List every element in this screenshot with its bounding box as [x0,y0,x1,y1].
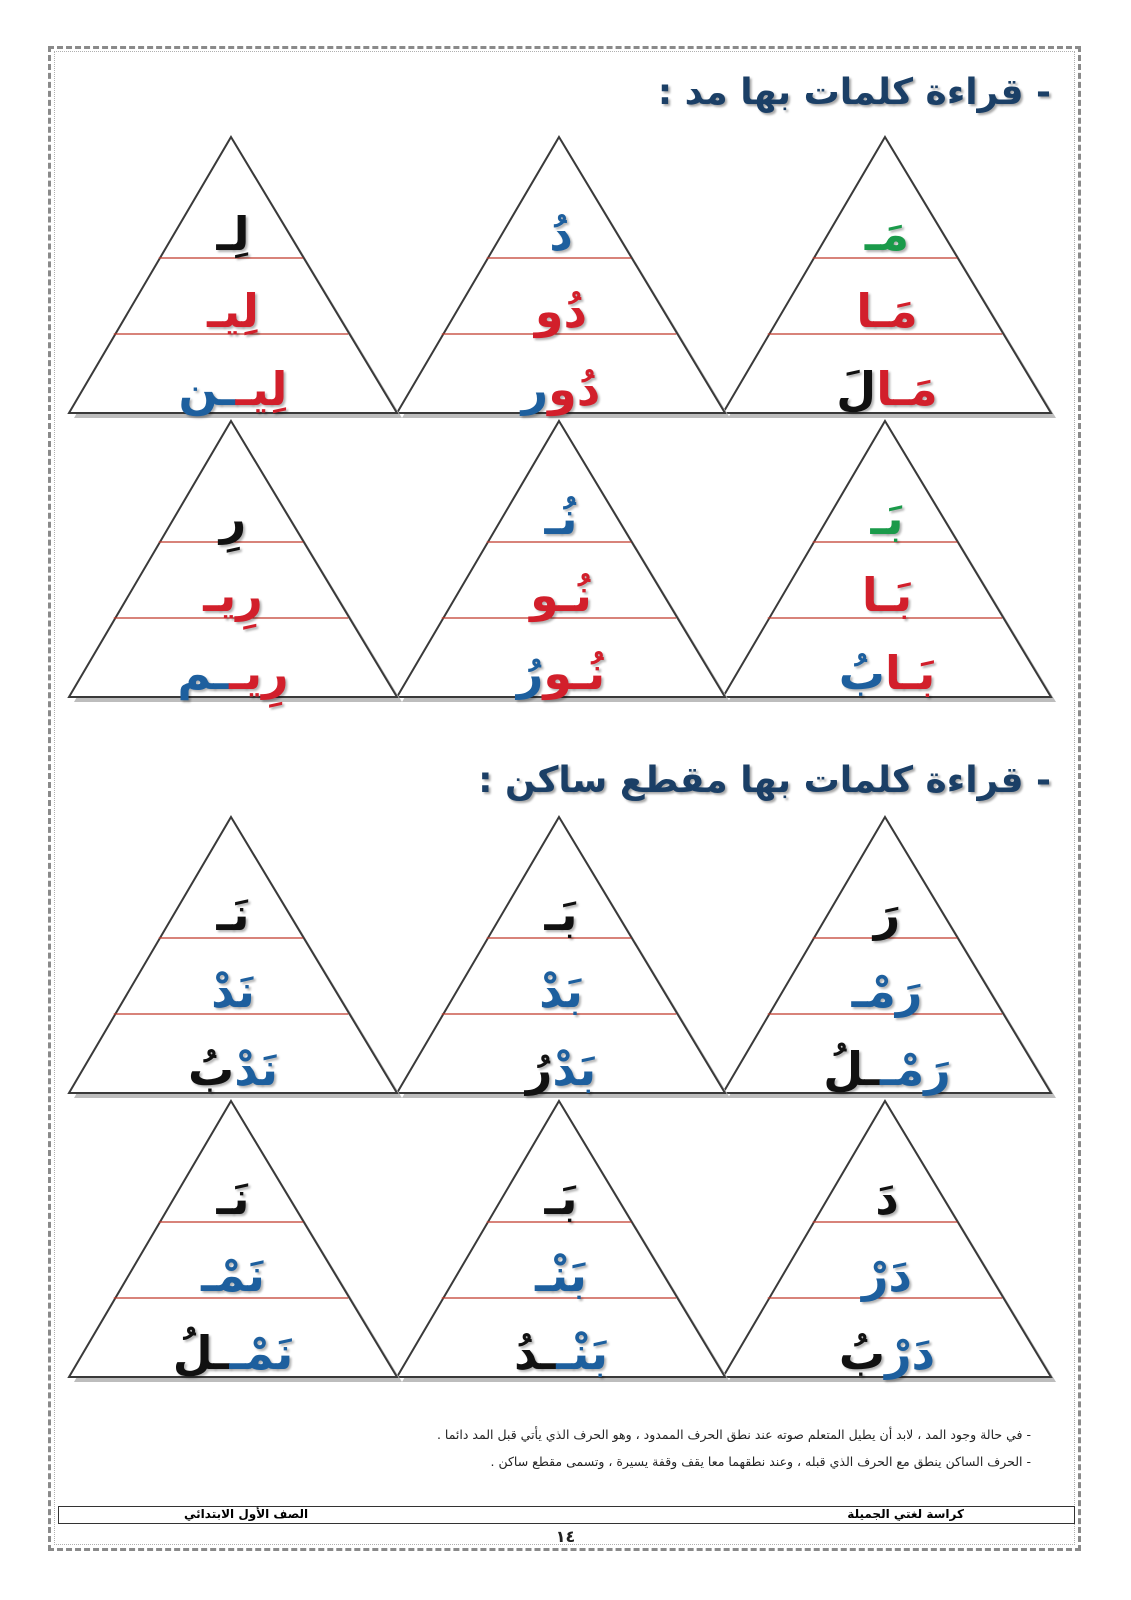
pyramid-row-2 [396,1245,726,1305]
letter-segment: دُ [549,207,573,261]
pyramid-row-2 [722,1245,1052,1305]
pyramid-row-3 [722,643,1052,703]
pyramid-row-3 [68,359,398,419]
pyramid-row-3 [68,1039,398,1099]
letter-segment: مَـا [876,362,938,416]
pyramid [722,1100,1052,1390]
letter-segment: بَنْـ [556,1326,609,1380]
letter-segment: لَ [836,362,877,416]
letter-segment: مَـ [864,207,910,261]
letter-segment: نَـ [216,1171,250,1225]
pyramid-row-1 [722,884,1052,944]
pyramid-row-1 [722,204,1052,264]
pyramid-row-1 [396,884,726,944]
pyramid-row-2 [396,281,726,341]
pyramid-row-3 [396,643,726,703]
letter-segment: بَـ [544,887,578,941]
letter-segment: رُ [516,646,544,700]
pyramid [722,136,1052,426]
letter-segment: نَدْ [234,1042,279,1096]
pyramid-row-2 [68,961,398,1021]
letter-segment: رِيـ [229,646,289,700]
page-number: ١٤ [555,1527,576,1546]
pyramid [722,816,1052,1106]
pyramid [396,420,726,710]
pyramid-row-3 [722,1323,1052,1383]
section-heading-mad: - قراءة كلمات بها مد : [657,72,1051,113]
pyramid-row-2 [68,1245,398,1305]
footer-grade: الصف الأول الابتدائي [184,1507,309,1521]
letter-segment: بَـا [861,568,913,622]
pyramid-row-3 [68,1323,398,1383]
letter-segment: نُـ [544,491,578,545]
pyramid-row-3 [722,359,1052,419]
pyramid [722,420,1052,710]
letter-segment: بَدْ [552,1042,597,1096]
footer-book-title: كراسة لغتي الجميلة [847,1507,964,1521]
letter-segment: بُ [187,1042,235,1096]
letter-segment: مَـا [856,284,918,338]
letter-segment: نَـ [216,887,250,941]
letter-segment: ـلُ [823,1042,881,1096]
letter-segment: رَمْـ [880,1042,951,1096]
pyramid-row-2 [396,961,726,1021]
pyramid [396,816,726,1106]
pyramid [68,1100,398,1390]
note-line: - في حالة وجود المد ، لابد أن يطيل المتعلم صوته عند نطق الحرف الممدود ، وهو الحرف الذي يأتي قبل المد دائما . [436,1427,1031,1442]
pyramid [396,1100,726,1390]
footer-bar [58,1506,1075,1524]
pyramid-row-1 [68,884,398,944]
pyramid [68,420,398,710]
letter-segment: لِيـ [207,284,259,338]
pyramid-row-2 [396,565,726,625]
pyramid [68,136,398,426]
letter-segment: ـم [177,646,230,700]
pyramid-row-1 [68,488,398,548]
letter-segment: دَرْ [885,1326,936,1380]
letter-segment: بَدْ [539,964,583,1018]
letter-segment: لِـ [216,207,250,261]
letter-segment: نُـو [530,568,592,622]
pyramid-row-2 [722,281,1052,341]
pyramid-row-2 [722,565,1052,625]
pyramid-row-2 [68,281,398,341]
pyramid [68,816,398,1106]
letter-segment: دُو [534,284,588,338]
letter-segment: بَـ [544,1171,578,1225]
pyramid-row-1 [722,1168,1052,1228]
letter-segment: بُ [838,646,885,700]
letter-segment: نُـو [543,646,606,700]
pyramid-row-1 [68,204,398,264]
pyramid-row-3 [722,1039,1052,1099]
letter-segment: دَ [875,1171,899,1225]
letter-segment: دَرْ [861,1248,913,1302]
letter-segment: رِ [219,491,247,545]
letter-segment: رُ [525,1042,553,1096]
pyramid-row-2 [722,961,1052,1021]
letter-segment: بَـ [870,491,904,545]
letter-segment: دُو [548,362,601,416]
letter-segment: رِيـ [203,568,263,622]
letter-segment: بَـا [884,646,936,700]
letter-segment: رَمْـ [851,964,923,1018]
letter-segment: بُ [838,1326,886,1380]
section-heading-sakin: - قراءة كلمات بها مقطع ساكن : [478,760,1051,801]
letter-segment: رَ [873,887,901,941]
letter-segment: بَنْـ [535,1248,587,1302]
letter-segment: ـلُ [172,1326,230,1380]
note-line: - الحرف الساكن ينطق مع الحرف الذي قبله ، وعند نطقهما معا يقف وقفة يسيرة ، وتسمى مقطع ساكن . [490,1454,1031,1469]
letter-segment: ر [521,362,549,416]
notes [131,1421,1031,1475]
pyramid-row-1 [396,1168,726,1228]
pyramid-row-1 [396,488,726,548]
letter-segment: نَمْـ [229,1326,294,1380]
letter-segment: لِيـ [235,362,288,416]
letter-segment: نَمْـ [201,1248,265,1302]
pyramid-row-2 [68,565,398,625]
pyramid-row-3 [396,1323,726,1383]
letter-segment: ـدُ [513,1326,557,1380]
pyramid-row-1 [68,1168,398,1228]
pyramid-row-3 [68,643,398,703]
pyramid [396,136,726,426]
pyramid-row-3 [396,359,726,419]
letter-segment: ـن [178,362,236,416]
letter-segment: نَدْ [211,964,255,1018]
pyramid-row-3 [396,1039,726,1099]
pyramid-row-1 [722,488,1052,548]
pyramid-row-1 [396,204,726,264]
